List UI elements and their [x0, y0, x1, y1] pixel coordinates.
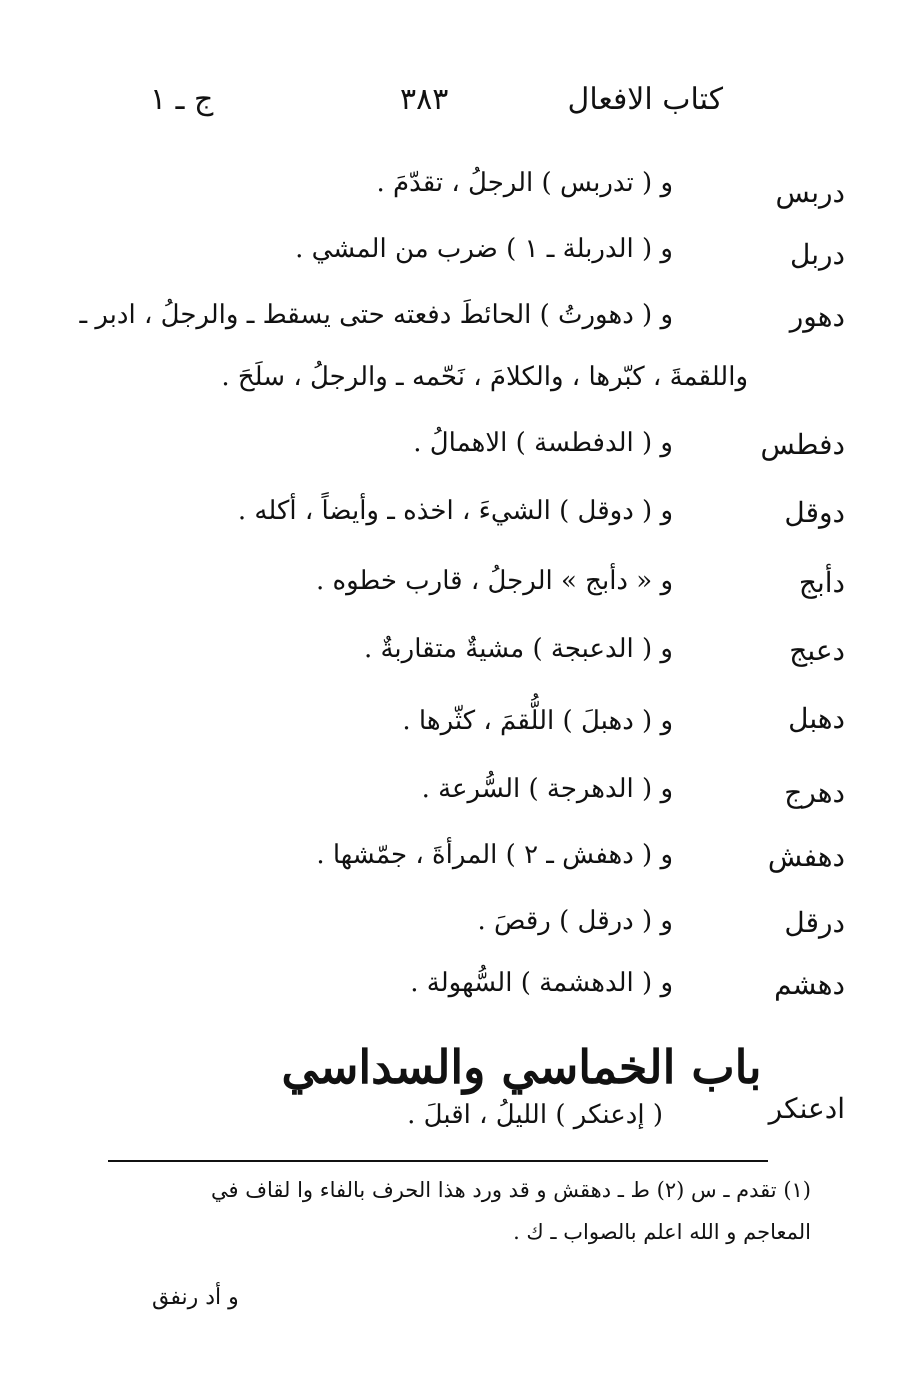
entry-root: دفطس: [760, 428, 845, 461]
entry: [0, 300, 923, 360]
entry: [0, 702, 923, 766]
entry-text: ( إدعنكر ) الليلُ ، اقبلَ .: [407, 1100, 663, 1130]
running-title: كتاب الافعال: [567, 82, 723, 117]
entry-root: دوقل: [784, 496, 845, 529]
footnote-line: المعاجم و الله اعلم بالصواب ـ ك .: [513, 1220, 811, 1244]
entry-root: دهفش: [767, 840, 845, 873]
entry-root: دربس: [775, 176, 845, 209]
footnote-divider: [108, 1160, 768, 1162]
entry: [0, 1092, 923, 1160]
entry-root: دهبل: [788, 702, 845, 735]
entry-root: ادعنكر: [768, 1092, 845, 1125]
entry-root: دربل: [790, 238, 845, 271]
entry: [0, 496, 923, 556]
entry-text: و ( الدفطسة ) الاهمالُ .: [413, 428, 673, 458]
entry-root: دهشم: [774, 968, 845, 1001]
entry: [0, 968, 923, 1028]
entry-text: و ( الدهشمة ) السُّهولة .: [410, 968, 673, 998]
section-title: باب الخماسي والسداسي: [281, 1040, 762, 1094]
entry-root: دعبج: [789, 634, 845, 667]
entry-text: و ( دهورتُ ) الحائطَ دفعته حتى يسقط ـ والرجلُ ، ادبر ـ: [79, 300, 673, 330]
entry: [0, 168, 923, 228]
entry: [0, 566, 923, 626]
footnote-line: (١) تقدم ـ س (٢) ط ـ دهقش و قد ورد هذا الحرف بالفاء وا لقاف في: [211, 1178, 811, 1202]
page-number: ٣٨٣: [400, 82, 449, 117]
entry-text: و ( الدربلة ـ ١ ) ضرب من المشي .: [295, 234, 673, 264]
entry: [0, 774, 923, 834]
entry: [0, 234, 923, 294]
entry-text: و « دأبج » الرجلُ ، قارب خطوه .: [315, 566, 673, 596]
entry: [0, 906, 923, 966]
entry-text: و ( دهبلَ ) اللُّقمَ ، كثّرها .: [402, 706, 673, 736]
entry-root: دهور: [789, 300, 845, 333]
entry-continuation: واللقمةَ ، كبّرها ، والكلامَ ، نَحّمه ـ والرجلُ ، سلَحَ .: [221, 362, 748, 392]
entry-text: و ( الدعبجة ) مشيةٌ متقاربةٌ .: [363, 634, 673, 664]
entry-root: دأبج: [798, 566, 845, 599]
entry-text: و ( دهفش ـ ٢ ) المرأةَ ، جمّشها .: [316, 840, 673, 870]
entry-text: و ( تدربس ) الرجلُ ، تقدّمَ .: [376, 168, 673, 198]
entry: [0, 634, 923, 694]
catchword: و أد رنفق: [152, 1285, 239, 1310]
entry-root: درقل: [784, 906, 845, 939]
entry-text: و ( دوقل ) الشيءَ ، اخذه ـ وأيضاً ، أكله .: [237, 496, 673, 526]
entry-text: و ( الدهرجة ) السُّرعة .: [421, 774, 673, 804]
entry-root: دهرج: [784, 776, 845, 809]
entry: [0, 428, 923, 488]
entry: [0, 840, 923, 900]
volume-label: ج ـ ١: [150, 82, 214, 117]
entry-text: و ( درقل ) رقصَ .: [477, 906, 673, 936]
